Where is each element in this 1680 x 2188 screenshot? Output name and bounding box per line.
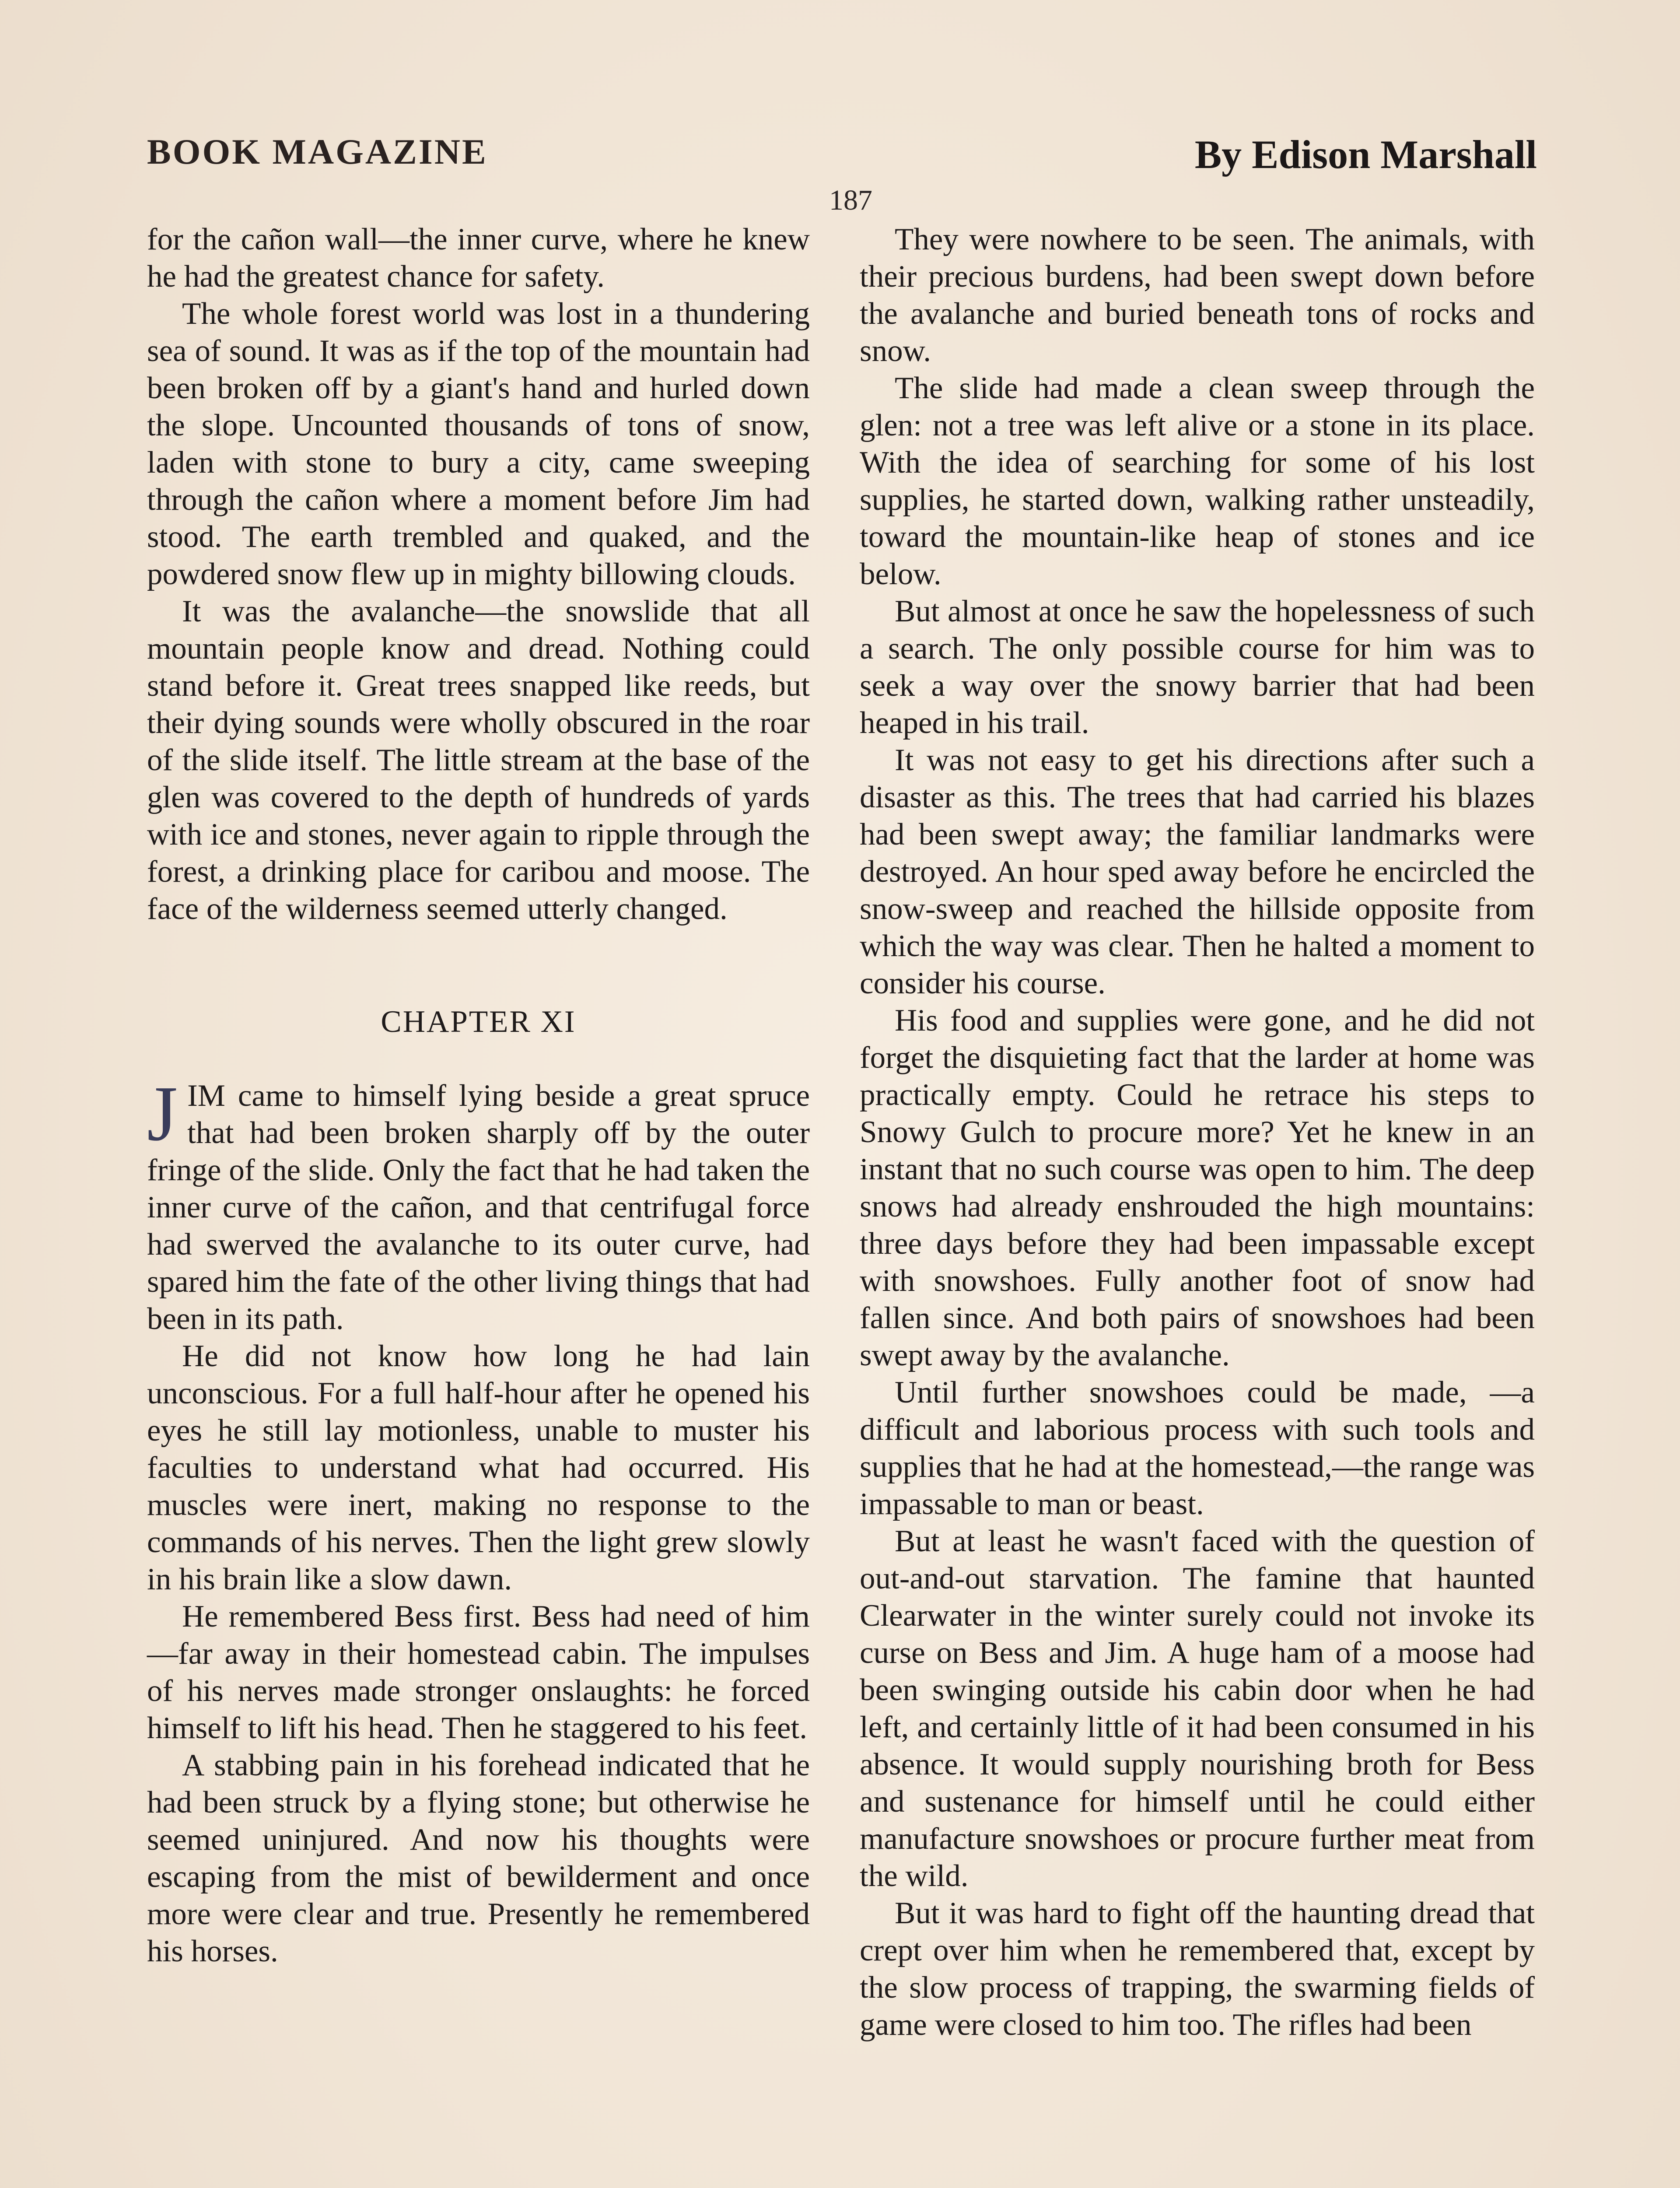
drop-cap: J xyxy=(147,1070,178,1157)
paragraph: A stabbing pain in his forehead indicated that he had been struck by a flying stone; but otherwise he seemed uninjured. And now his thoughts were escaping from the mist of bewilderment and once more were clear and true. Presently he remembered his horses. xyxy=(147,1748,810,1968)
paragraph: Until further snowshoes could be made, —a difficult and laborious process with such tools and supplies that he had at the homestead,—the range was impassable to man or beast. xyxy=(860,1375,1535,1521)
paragraph: But it was hard to fight off the haunting dread that crept over him when he remembered that, except by the slow process of trapping, the swarming fields of game were closed to him too. The rifles had been xyxy=(860,1896,1535,2042)
chapter-opening-paragraph xyxy=(147,1070,810,1338)
paragraph: His food and supplies were gone, and he did not forget the disquieting fact that the larder at home was practically empty. Could he retrace his steps to Snowy Gulch to procure more? Yet he knew in an instant that no such course was open to him. The deep snows had already enshrouded the high mountains: three days before they had been impassable except with snowshoes. Fully another foot of snow had fallen since. And both pairs of snowshoes had been swept away by the avalanche. xyxy=(860,1003,1535,1372)
paragraph-text: IM came to himself lying beside a great spruce that had been broken sharply off by the outer fringe of the slide. Only the fact that he had taken the inner curve of the cañon, and that centrifugal force had swerved the avalanche to its outer curve, had spared him the fate of the other living things that had been in its path. xyxy=(147,1079,810,1336)
paragraph: The whole forest world was lost in a thundering sea of sound. It was as if the top of the mountain had been broken off by a giant's hand and hurled down the slope. Uncounted thousands of tons of snow, laden with stone to bury a city, came sweeping through the cañon where a moment before Jim had stood. The earth trembled and quaked, and the powdered snow flew up in mighty billowing clouds. xyxy=(147,297,810,591)
paragraph: He remembered Bess first. Bess had need of him—far away in their homestead cabin. The impulses of his nerves made stronger onslaughts: he forced himself to lift his head. Then he staggered to his feet. xyxy=(147,1599,810,1745)
paragraph: for the cañon wall—the inner curve, where he knew he had the greatest chance for safety. xyxy=(147,222,810,294)
paragraph: They were nowhere to be seen. The animals, with their precious burdens, had been swept down before the avalanche and buried beneath tons of rocks and snow. xyxy=(860,222,1535,368)
chapter-heading: CHAPTER XI xyxy=(381,1005,576,1039)
paragraph: But at least he wasn't faced with the question of out-and-out starvation. The famine that haunted Clearwater in the winter surely could not invoke its curse on Bess and Jim. A huge ham of a moose had been swinging outside his cabin door when he had left, and certainly little of it had been consumed in his absence. It would supply nourishing broth for Bess and sustenance for himself until he could either manufacture snowshoes or procure further meat from the wild. xyxy=(860,1524,1535,1893)
paragraph: It was the avalanche—the snowslide that all mountain people know and dread. Nothing could stand before it. Great trees snapped like reeds, but their dying sounds were wholly obscured in the roar of the slide itself. The little stream at the base of the glen was covered to the depth of hundreds of yards with ice and stones, never again to ripple through the forest, a drinking place for caribou and moose. The face of the wilderness seemed utterly changed. xyxy=(147,594,810,926)
left-column xyxy=(147,221,810,1970)
author-byline: By Edison Marshall xyxy=(1194,132,1537,177)
page-number: 187 xyxy=(829,184,872,216)
paragraph: He did not know how long he had lain unconscious. For a full half-hour after he opened his eyes he still lay motionless, unable to muster his faculties to understand what had occurred. His muscles were inert, making no response to the commands of his nerves. Then the light grew slowly in his brain like a slow dawn. xyxy=(147,1339,810,1596)
paragraph: It was not easy to get his directions after such a disaster as this. The trees that had carried his blazes had been swept away; the familiar landmarks were destroyed. An hour sped away before he encircled the snow-sweep and reached the hillside opposite from which the way was clear. Then he halted a moment to consider his course. xyxy=(860,743,1535,1000)
right-column xyxy=(860,221,1535,2044)
paragraph: But almost at once he saw the hopelessness of such a search. The only possible course for him was to seek a way over the snowy barrier that had been heaped in his trail. xyxy=(860,594,1535,740)
publication-title: BOOK MAGAZINE xyxy=(147,132,488,172)
paragraph: The slide had made a clean sweep through the glen: not a tree was left alive or a stone in its place. With the idea of searching for some of his lost supplies, he started down, walking rather unsteadily, toward the mountain-like heap of stones and ice below. xyxy=(860,371,1535,591)
